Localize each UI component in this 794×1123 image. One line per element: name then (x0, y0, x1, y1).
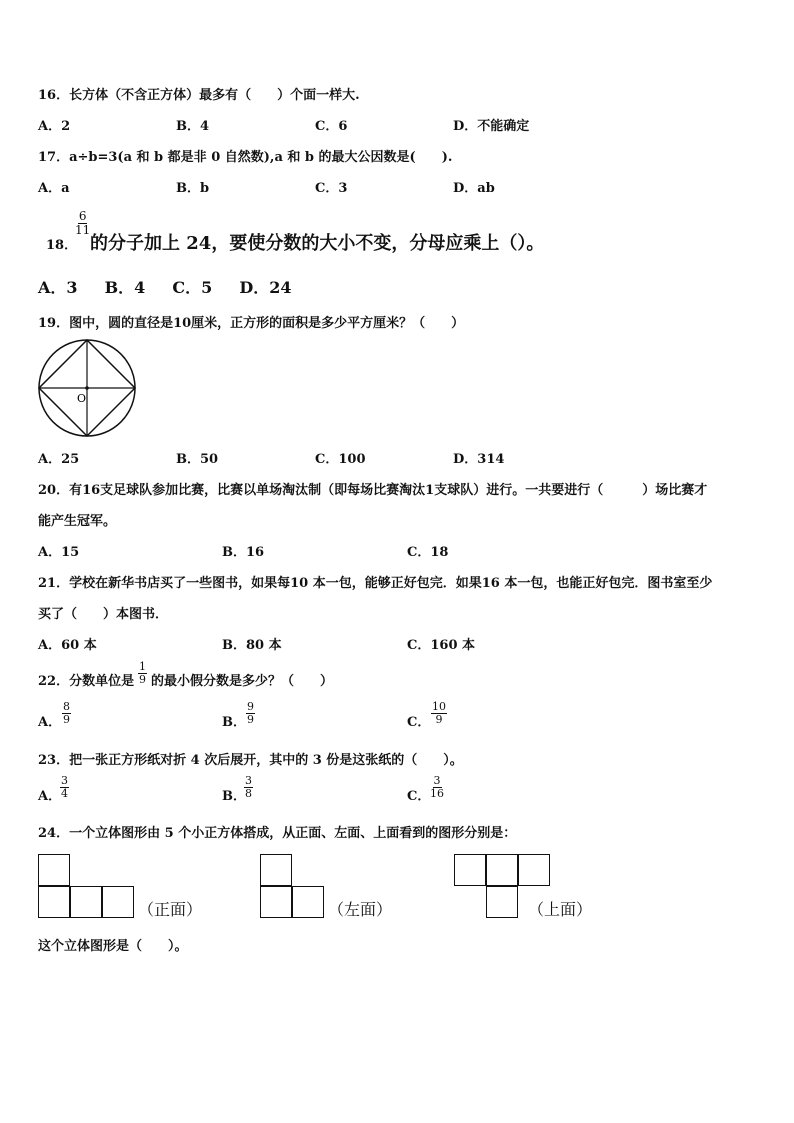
q18-fraction-denominator: 11 (75, 223, 91, 237)
fraction-numerator: 9 (247, 700, 254, 713)
view-cell (292, 886, 324, 918)
view-cell (38, 854, 70, 886)
q20-option-a: A．15 (38, 545, 80, 560)
q18-option-c: C．5 (172, 278, 213, 297)
q22-option-a-fraction (60, 701, 73, 726)
q21-option-c: C．160 本 (407, 638, 476, 653)
fraction-denominator: 9 (63, 713, 70, 726)
q23-option-a-fraction (58, 775, 71, 800)
q23-option-c-label: C． (407, 789, 431, 804)
q18-option-d: D．24 (239, 278, 292, 297)
left-view-label: （左面） (328, 900, 393, 919)
view-cell (102, 886, 134, 918)
q23-option-c-fraction (427, 775, 447, 800)
view-cell (486, 886, 518, 918)
front-view-grid (38, 854, 138, 920)
fraction-denominator: 8 (245, 787, 252, 800)
q22-unit-fraction (136, 661, 149, 686)
fraction-denominator: 9 (247, 713, 254, 726)
q23-option-a-label: A． (38, 789, 62, 804)
q22-stem-post: 的最小假分数是多少？（ ） (151, 674, 334, 689)
left-view-grid (260, 854, 326, 920)
q22-option-c-fraction (429, 701, 449, 726)
fraction-numerator: 3 (433, 774, 441, 787)
center-label: O (77, 392, 87, 405)
view-cell (260, 886, 292, 918)
q18-number: 18． (46, 238, 78, 253)
q21-stem-line2: 买了（ ）本图书． (38, 607, 169, 622)
q17-option-c: C．3 (315, 181, 348, 196)
q16-option-d: D．不能确定 (453, 119, 530, 134)
q23-stem: 23．把一张正方形纸对折 4 次后展开，其中的 3 份是这张纸的（ ）。 (38, 753, 463, 768)
front-view-label: （正面） (138, 900, 203, 919)
fraction-numerator: 3 (61, 774, 68, 787)
view-cell (260, 854, 292, 886)
q22-option-b-fraction (244, 701, 257, 726)
top-view-label: （上面） (528, 900, 593, 919)
q17-option-a: A．a (38, 181, 70, 196)
fraction-denominator: 9 (435, 713, 443, 726)
q21-stem-line1: 21．学校在新华书店买了一些图书，如果每10 本一包，能够正好包完．如果16 本一包，也能正好包完．图书室至少 (38, 576, 713, 591)
q18-option-b: B．4 (104, 278, 146, 297)
q20-stem-line2: 能产生冠军。 (38, 514, 117, 529)
center-point (85, 386, 89, 390)
q19-option-d: D．314 (453, 452, 505, 467)
q19-stem: 19．图中，圆的直径是10厘米，正方形的面积是多少平方厘米？（ ） (38, 316, 465, 331)
q20-stem-line1: 20．有16支足球队参加比赛，比赛以单场淘汰制（即每场比赛淘汰1支球队）进行。一共要进行（ ）场比赛才 (38, 483, 708, 498)
q16-stem: 16．长方体（不含正方体）最多有（ ）个面一样大. (38, 88, 360, 103)
q18-option-a: A．3 (38, 278, 78, 297)
q22-stem-pre: 22．分数单位是 (38, 674, 135, 689)
q18-options (38, 275, 292, 298)
q21-option-a: A．60 本 (38, 638, 97, 653)
q22-unit-numerator: 1 (139, 660, 146, 673)
q22-option-a-label: A． (38, 715, 62, 730)
q16-option-c: C．6 (315, 119, 348, 134)
q17-option-d: D．ab (453, 181, 495, 196)
fraction-denominator: 16 (430, 787, 444, 800)
q19-circle-square-figure (36, 338, 142, 440)
view-cell (454, 854, 486, 886)
q18-fraction-numerator: 6 (78, 209, 87, 223)
fraction-numerator: 3 (245, 774, 252, 787)
q23-option-b-label: B． (222, 789, 246, 804)
q23-option-b-fraction (242, 775, 255, 800)
q17-option-b: B．b (176, 181, 210, 196)
q17-stem: 17．a÷b=3(a 和 b 都是非 0 自然数),a 和 b 的最大公因数是( ). (38, 150, 453, 165)
fraction-numerator: 8 (63, 700, 70, 713)
view-cell (70, 886, 102, 918)
q18-stem: 的分子加上 24，要使分数的大小不变，分母应乘上（）。 (90, 233, 545, 254)
q24-stem: 24．一个立体图形由 5 个小正方体搭成，从正面、左面、上面看到的图形分别是： (38, 826, 517, 841)
q21-option-b: B．80 本 (222, 638, 282, 653)
view-cell (38, 886, 70, 918)
fraction-denominator: 4 (61, 787, 68, 800)
q16-option-a: A．2 (38, 119, 71, 134)
q22-option-b-label: B． (222, 715, 246, 730)
q20-option-c: C．18 (407, 545, 449, 560)
q22-unit-denominator: 9 (139, 673, 146, 686)
view-cell (518, 854, 550, 886)
q16-option-b: B．4 (176, 119, 210, 134)
q19-option-a: A．25 (38, 452, 80, 467)
view-cell (486, 854, 518, 886)
q19-option-c: C．100 (315, 452, 366, 467)
q24-tail: 这个立体图形是（ ）。 (38, 939, 188, 954)
q22-option-c-label: C． (407, 715, 431, 730)
q19-option-b: B．50 (176, 452, 219, 467)
q20-option-b: B．16 (222, 545, 265, 560)
fraction-numerator: 10 (432, 700, 446, 713)
